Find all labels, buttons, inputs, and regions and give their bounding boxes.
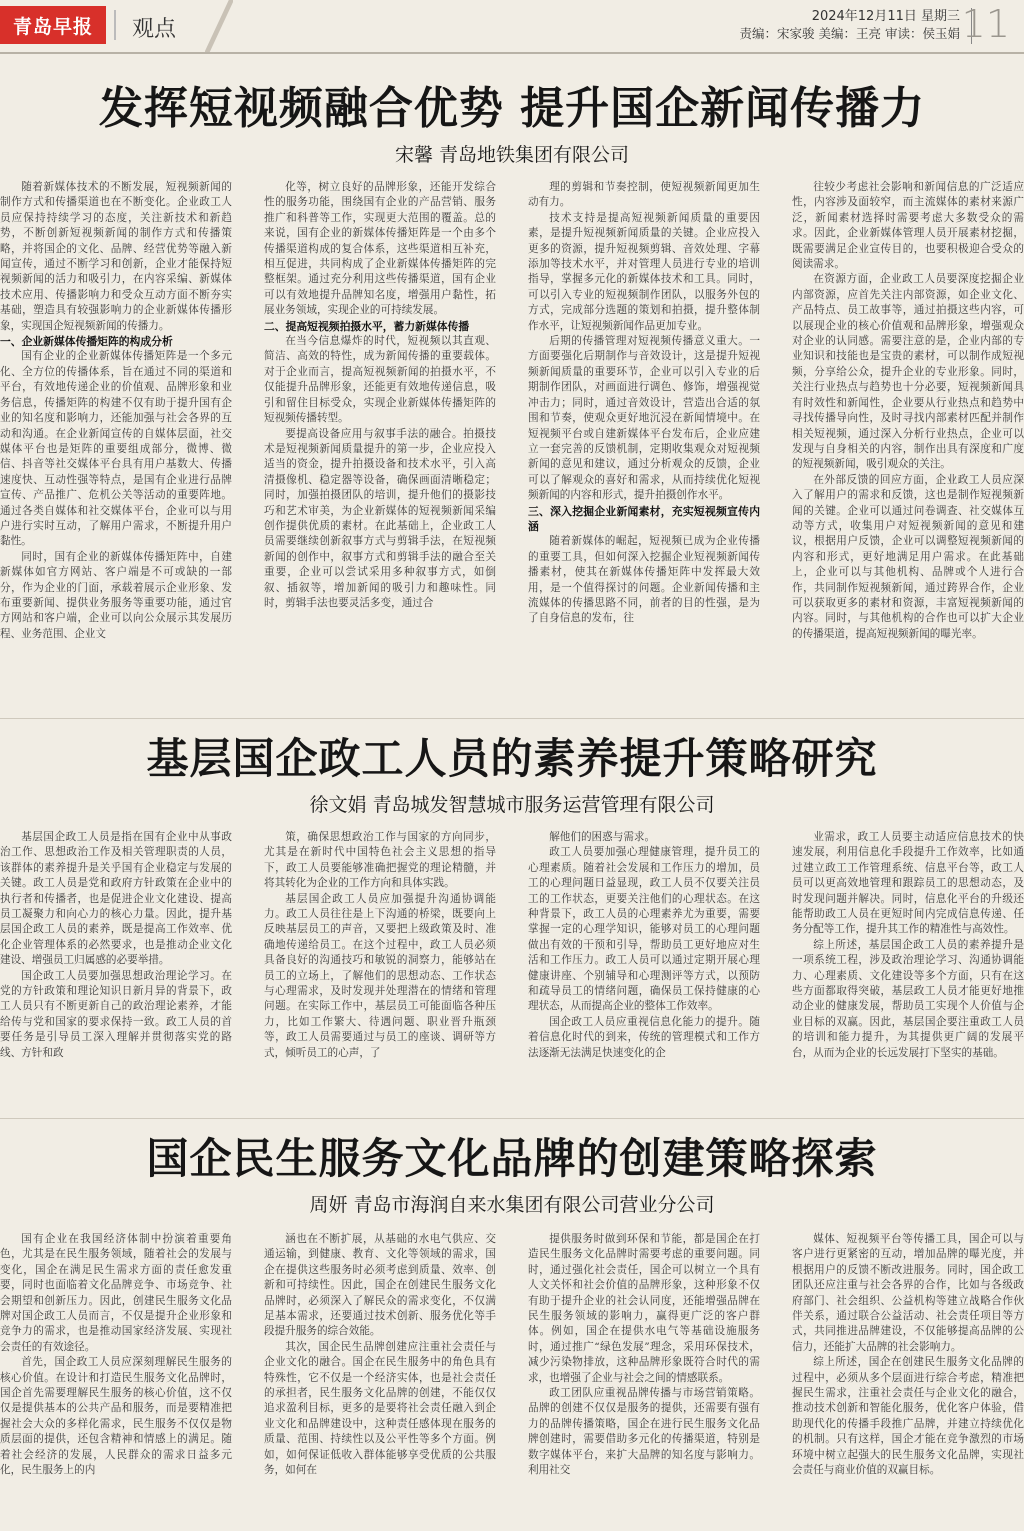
article-2-title: 基层国企政工人员的素养提升策略研究: [146, 734, 878, 783]
decorative-slant: [205, 0, 233, 52]
paragraph: 后期的传播管理对短视频传播意义重大。一方面要强化后期制作与音效设计，这是提升短视频新闻质量的重要环节，企业可以引入专业的后期制作团队，对画面进行调色、修饰，增强视觉冲击力；同时，通过音效设计，营造出合适的氛围和节奏，使观众更好地沉浸在新闻情境中。在短视频平台或自建新媒体平台发布后，企业应建立一套完善的反馈机制，定期收集观众对短视频新闻的意见和建议，通过分析观众的反馈，企业可以了解观众的喜好和需求，从而持续优化短视频新闻的内容和形式，提升拍摄创作水平。: [528, 335, 760, 502]
section-heading: 三、深入挖掘企业新闻素材，充实短视频宣传内涵: [528, 504, 760, 533]
paragraph: 首先，国企政工人员应深刻理解民生服务的核心价值。在设计和打造民生服务文化品牌时，国企首先需要理解民生服务的核心价值，这不仅仅是提供基本的公共产品和服务，而是要精准把握社会大众的多样化需求，民生服务不仅仅是物质层面的提供，还包含精神和情感上的满足。随着社会经济的发展，人民群众的需求日益多元化，民生服务上的内: [0, 1356, 232, 1477]
article-1-column-2: [264, 180, 496, 708]
article-2-column-2: [264, 830, 496, 1110]
article-2-column-4: [792, 830, 1024, 1110]
section-heading: 一、企业新媒体传播矩阵的构成分析: [0, 335, 173, 349]
paragraph: 综上所述，国企在创建民生服务文化品牌的过程中，必须从多个层面进行综合考虑，精准把握民生需求，注重社会责任与企业文化的融合，推动技术创新和智能化服务，优化客户体验，借助现代化的传播手段推广品牌，并建立持续优化的机制。只有这样，国企才能在竞争激烈的市场环境中树立起强大的民生服务文化品牌，实现社会责任与商业价值的双赢目标。: [792, 1356, 1024, 1477]
paragraph: 随着新媒体技术的不断发展，短视频新闻的制作方式和传播渠道也在不断变化。企业政工人员应保持持续学习的态度，关注新技术和新趋势，不断创新短视频新闻的制作方式和传播策略，并将国企的文化、品牌、经营优势等融入新闻宣传，通过不断学习和创新，企业才能保持短视频新闻的活力和吸引力，在内容采编、新媒体技术应用、传播影响力和受众互动方面不断夯实基础，塑造具有较强影响力的企业新媒体传播形象，实现国企短视频新闻的传播力。: [0, 181, 232, 332]
article-3-column-4: [792, 1232, 1024, 1528]
article-1-header: [0, 72, 1024, 167]
article-1-column-3: [528, 180, 760, 708]
paragraph: 国企政工人员应重视信息化能力的提升。随着信息化时代的到来，传统的管理模式和工作方法逐渐无法满足快速变化的企: [528, 1015, 760, 1059]
editor-credits: 责编：宋家骏 美编：王亮 审读：侯玉娟: [739, 26, 960, 41]
paragraph: 往较少考虑社会影响和新闻信息的广泛适应性，内容涉及面较窄，而主流媒体的素材来源广泛，新闻素材选择时需要考虑大多数受众的需求。因此，企业新媒体管理人员开展素材挖掘，既需要满足企业宣传目的，也要积极迎合受众的阅读需求。: [792, 181, 1024, 271]
paragraph: 国企政工人员要加强思想政治理论学习。在党的方针政策和理论知识日新月异的背景下，政工人员只有不断更新自己的政治理论素养，才能给传与党和国家的要求保持一致。政工人员的首要任务是引导员工深入理解并贯彻落实党的路线、方针和政: [0, 969, 232, 1059]
paragraph: 提供服务时做到环保和节能，都是国企在打造民生服务文化品牌时需要考虑的重要问题。同时，通过强化社会责任，国企可以树立一个具有人文关怀和社会价值的品牌形象，这种形象不仅有助于提升企业的社会认同度，还能增强品牌在民生服务领域的影响力，赢得更广泛的客户群体。例如，国企在提供水电气等基础设施服务时，通过推广“绿色发展”理念，采用环保技术，减少污染物排放，这种品牌形象既符合时代的需求，也增强了企业与社会之间的情感联系。: [528, 1233, 760, 1384]
paragraph: 要提高设备应用与叙事手法的融合。拍摄技术是短视频新闻质量提升的第一步，企业应投入适当的资金，提升拍摄设备和技术水平，引入高清摄像机、稳定器等设备，确保画面清晰稳定；同时，加强拍摄团队的培训，提升他们的摄影技巧和艺术审美，为企业新媒体的短视频新闻采编创作提供优质的素材。在此基础上，企业政工人员需要继续创新叙事方式与剪辑手法，在短视频新闻的创作中，叙事方式和剪辑手法的融合至关重要，企业可以尝试采用多种叙事方式，如倒叙、插叙等，增加新闻的吸引力和趣味性。同时，剪辑手法也要灵活多变，通过合: [264, 427, 496, 609]
article-2-body: [0, 830, 1024, 1110]
issue-date: 2024年12月11日 星期三: [811, 9, 960, 24]
paragraph: 业需求，政工人员要主动适应信息技术的快速发展，利用信息化手段提升工作效率，比如通过建立政工工作管理系统、信息平台等，政工人员可以更高效地管理和跟踪员工的思想动态，及时发现问题并解决。同时，信息化平台的升级还能帮助政工人员在更短时间内完成信息传递、任务分配等工作，提升其工作的精准性与高效性。: [792, 831, 1024, 936]
article-1-column-1: [0, 180, 232, 708]
paragraph: 综上所述，基层国企政工人员的素养提升是一项系统工程，涉及政治理论学习、沟通协调能力、心理素质、文化建设等多个方面，只有在这些方面都取得突破，基层政工人员才能更好地推动企业的健康发展，帮助员工实现个人价值与企业目标的双赢。因此，基层国企要注重政工人员的培训和能力提升，为其提供更广阔的发展平台，从而为企业的长远发展打下坚实的基础。: [792, 938, 1024, 1059]
article-3-column-1: [0, 1232, 232, 1528]
paragraph: 基层国企政工人员应加强提升沟通协调能力。政工人员往往是上下沟通的桥梁，既要向上反映基层员工的声音，又要把上级政策及时、准确地传递给员工。在这个过程中，政工人员必须具备良好的沟通技巧和敏锐的洞察力，能够站在员工的立场上，了解他们的思想动态、工作状态与心理需求，及时发现并处理潜在的情绪和管理问题。在实际工作中，基层员工可能面临各种压力，比如工作繁大、待遇问题、职业晋升瓶颈等，政工人员需要通过与员工的座谈、调研等方式，倾听员工的心声，了: [264, 892, 496, 1059]
paragraph: 随着新媒体的崛起，短视频已成为企业传播的重要工具，但如何深入挖掘企业短视频新闻传播素材，使其在新媒体传播矩阵中发挥最大效用，是一个值得探讨的问题。企业新闻传播和主流媒体的传播思路不同，前者的目的性强，是为了自身信息的发布，往: [528, 535, 760, 625]
logo-divider: [114, 10, 116, 40]
article-3-column-2: [264, 1232, 496, 1528]
section-heading: 二、提高短视频拍摄水平，蓄力新媒体传播: [264, 319, 470, 333]
paragraph: 在资源方面，企业政工人员要深度挖掘企业内部资源，应首先关注内部资源，如企业文化、产品特点、员工故事等，通过拍摄这些内容，可以展现企业的核心价值观和品牌形象，增强观众对企业的认同感。需要注意的是，企业内部的专业知识和技能也是宝贵的素材，可以制作成短视频，分享给公众，提升企业的专业形象。同时，关注行业热点与趋势也十分必要，短视频新闻具有时效性和新闻性，企业要从行业热点和趋势中寻找传播导向性，及时寻找内部素材匹配并制作相关短视频，通过深入分析行业热点，企业可以发现与自身相关的内容，制作出具有深度和广度的短视频新闻，吸引观众的关注。: [792, 273, 1024, 471]
article-divider: [0, 718, 1024, 719]
masthead: [0, 0, 1024, 54]
paragraph: 基层国企政工人员是指在国有企业中从事政治工作、思想政治工作及相关管理职责的人员，该群体的素养提升是关乎国有企业稳定与发展的关键。政工人员是党和政府方针政策在企业中的执行者和传播者，也是促进企业文化建设、提高员工凝聚力和向心力的核心力量。因此，提升基层国企政工人员的素养，既是提高工作效率、优化企业管理体系的必然要求，也是推动企业文化建设、增强员工归属感的必要举措。: [0, 831, 232, 967]
paragraph: 国有企业的企业新媒体传播矩阵是一个多元化、全方位的传播体系，旨在通过不同的渠道和平台，有效地传递企业的价值观、品牌形象和业务信息，传播矩阵的构建不仅有助于提升国有企业的知名度和影响力，还能加强与社会各界的互动和沟通。在企业新闻宣传的自媒体层面，社交媒体平台也是矩阵的重要组成部分，微博、微信、抖音等社交媒体平台具有用户基数大、传播速度快、互动性强等特点，是国有企业进行品牌宣传、产品推广、危机公关等活动的重要阵地。通过各类自媒体和社交媒体平台，企业可以与用户进行实时互动，了解用户需求，不断提升用户黏性。: [0, 350, 232, 548]
paragraph: 政工人员要加强心理健康管理，提升员工的心理素质。随着社会发展和工作压力的增加，员工的心理问题日益显现，政工人员不仅要关注员工的工作状态，更要关注他们的心理状态。在这种背景下，政工人员的心理素养尤为重要，需要掌握一定的心理学知识，能够对员工的心理问题做出有效的干预和引导，帮助员工更好地应对生活和工作压力。政工人员可以通过定期开展心理健康讲座、个别辅导和心理测评等方式，以预防和疏导员工的情绪问题，确保员工保持健康的心理状态，从而提高企业的整体工作效率。: [528, 846, 760, 1013]
paragraph: 媒体、短视频平台等传播工具，国企可以与客户进行更紧密的互动，增加品牌的曝光度，并根据用户的反馈不断改进服务。同时，国企政工团队还应注重与社会各界的合作，比如与各级政府部门、社会组织、公益机构等建立战略合作伙伴关系，通过联合公益活动、社会责任项目等方式，共同推进品牌建设，不仅能够提高品牌的公信力，还能扩大品牌的社会影响力。: [792, 1233, 1024, 1353]
paragraph: 国有企业在我国经济体制中扮演着重要角色，尤其是在民生服务领域，随着社会的发展与变化，国企在满足民生需求方面的责任愈发重要，同时也面临着文化品牌竞争、市场竞争、社会期望和创新压力。因此，创建民生服务文化品牌对国企政工人员而言，不仅是提升企业形象和竞争力的需求，也是推动国家经济发展、实现社会责任的有效途径。: [0, 1233, 232, 1353]
article-2-byline: 徐文娟 青岛城发智慧城市服务运营管理有限公司: [309, 794, 715, 816]
paragraph: 理的剪辑和节奏控制，使短视频新闻更加生动有力。: [528, 181, 760, 209]
article-3-body: [0, 1232, 1024, 1528]
newspaper-logo: 青岛早报: [0, 6, 106, 44]
article-3-header: [0, 1126, 1024, 1217]
section-name: 观点: [132, 17, 177, 42]
article-2-column-1: [0, 830, 232, 1110]
paragraph: 化等，树立良好的品牌形象，还能开发综合性的服务功能，围绕国有企业的产品营销、服务推广和科普等工作，实现更大范围的覆盖。总的来说，国有企业的新媒体传播矩阵是一个由多个传播渠道构成的复合体系，这些渠道相互补充，相互促进，共同构成了企业新媒体传播矩阵的完整框架。通过充分利用这些传播渠道，国有企业可以有效地提升品牌知名度，增强用户黏性，拓展业务领域，实现企业的可持续发展。: [264, 181, 496, 317]
paragraph: 涵也在不断扩展，从基础的水电气供应、交通运输，到健康、教育、文化等领域的需求，国企在提供这些服务时必须考虑到质量、效率、创新和可持续性。因此，国企在创建民生服务文化品牌时，必须深入了解民众的需求变化，不仅满足基本需求，还要通过技术创新、服务优化等手段提升服务的综合效能。: [264, 1233, 496, 1338]
paragraph: 在当今信息爆炸的时代，短视频以其直观、简洁、高效的特性，成为新闻传播的重要载体。对于企业而言，提高短视频新闻的拍摄水平，不仅能提升品牌形象，还能更有效地传递信息，吸引和留住目标受众，实现企业新媒体传播矩阵的短视频传播转型。: [264, 335, 496, 425]
paragraph: 技术支持是提高短视频新闻质量的重要因素，是提升短视频新闻质量的关键。企业应投入更多的资源，提升短视频剪辑、音效处理、字幕添加等技术水平，并对管理人员进行专业的培训指导，掌握多元化的新媒体技术和工具。同时，可以引入专业的短视频制作团队，以服务外包的方式，完成部分选题的策划和拍摄，提升整体制作水平，让短视频新闻作品更加专业。: [528, 211, 760, 332]
paragraph: 策，确保思想政治工作与国家的方向同步，尤其是在新时代中国特色社会主义思想的指导下，政工人员要能够准确把握党的理论精髓，并将其转化为企业的工作方向和具体实践。: [264, 831, 496, 890]
paragraph: 其次，国企民生品牌创建应注重社会责任与企业文化的融合。国企在民生服务中的角色具有特殊性，它不仅是一个经济实体，也是社会责任的承担者，民生服务文化品牌的创建，不能仅仅追求盈利目标，更多的是要将社会责任融入到企业文化和品牌建设中，这种责任感体现在服务的质量、范围、持续性以及公平性等多个方面。例如，如何保证低收入群体能够享受优质的公共服务，如何在: [264, 1340, 496, 1477]
paragraph: 政工团队应重视品牌传播与市场营销策略。品牌的创建不仅仅是服务的提供，还需要有强有力的品牌传播策略，国企在进行民生服务文化品牌创建时，需要借助多元化的传播渠道，特别是数字媒体平台，来扩大品牌的知名度与影响力。利用社交: [528, 1387, 760, 1477]
article-1-title: 发挥短视频融合优势 提升国企新闻传播力: [98, 83, 926, 134]
article-1-byline: 宋馨 青岛地铁集团有限公司: [394, 144, 630, 166]
paragraph: 在外部反馈的回应方面，企业政工人员应深入了解用户的需求和反馈，这也是制作短视频新闻的关键。企业可以通过问卷调查、社交媒体互动等方式，收集用户对短视频新闻的意见和建议，根据用户反馈，企业可以调整短视频新闻的内容和形式，更好地满足用户需求。在此基础上，企业可以与其他机构、品牌或个人进行合作，共同制作短视频新闻，通过跨界合作，企业可以获取更多的素材和资源，丰富短视频新闻的内容。同时，与其他机构的合作也可以扩大企业的传播渠道，提高短视频新闻的曝光率。: [792, 473, 1024, 640]
article-divider: [0, 1118, 1024, 1119]
article-2-column-3: [528, 830, 760, 1110]
article-1-column-4: [792, 180, 1024, 708]
article-3-column-3: [528, 1232, 760, 1528]
article-3-byline: 周妍 青岛市海润自来水集团有限公司营业分公司: [309, 1194, 715, 1216]
article-3-title: 国企民生服务文化品牌的创建策略探索: [146, 1134, 878, 1183]
article-2-header: [0, 726, 1024, 817]
paragraph: 解他们的困惑与需求。: [549, 831, 656, 843]
article-1-body: [0, 180, 1024, 708]
paragraph: 同时，国有企业的新媒体传播矩阵中，自建新媒体如官方网站、客户端是不可或缺的一部分，作为企业的门面，承载着展示企业形象、发布重要新闻、提供业务服务等重要功能，通过官方网站和客户端，企业可以向公众展示其发展历程、业务范围、企业文: [0, 550, 232, 640]
page-number: 11: [961, 2, 1010, 46]
